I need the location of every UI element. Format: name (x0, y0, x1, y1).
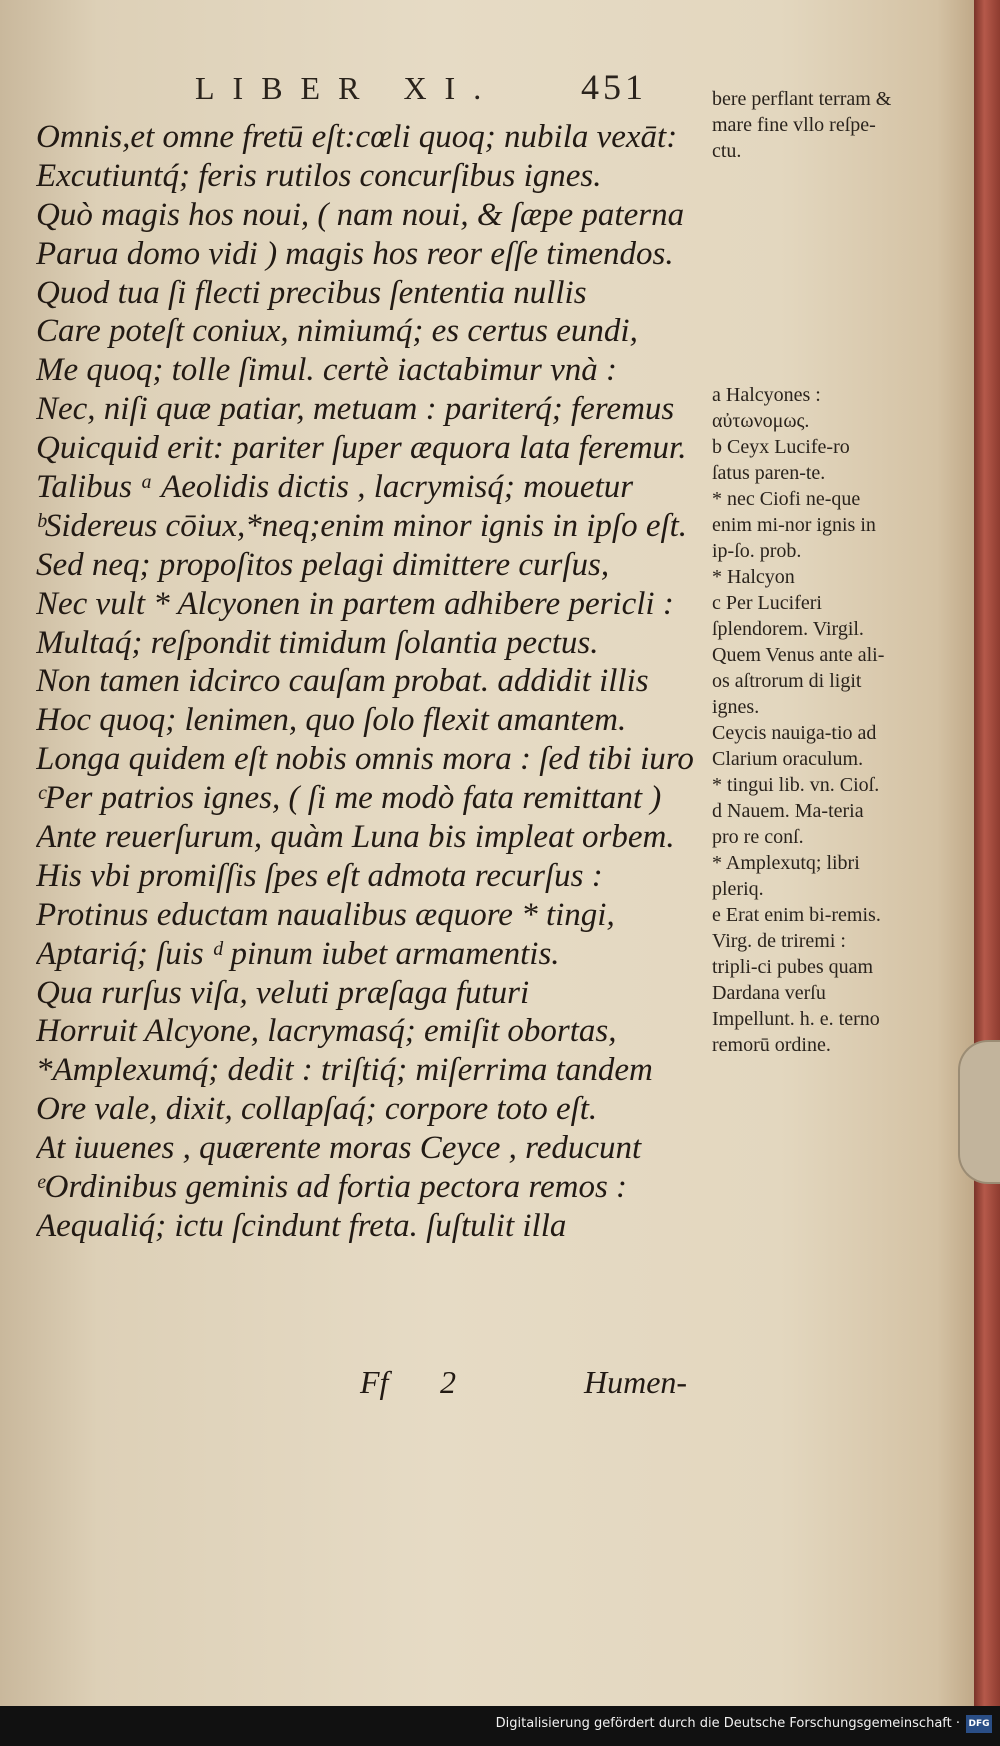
funding-text: Digitalisierung gefördert durch die Deutsche Forschungsgemeinschaft · (495, 1716, 960, 1731)
verse-line: Longa quidem eſt nobis omnis mora : ſed tibi iuro (36, 741, 694, 778)
margin-note: * Halcyon (712, 566, 795, 588)
signature-mark: Ff (360, 1364, 389, 1400)
verse-line: Talibus ᵃ Aeolidis dictis , lacrymisq́; mouetur (36, 469, 634, 506)
page-edge (974, 0, 1000, 1706)
verse-line: Aequaliq́; ictu ſcindunt freta. ſuſtulit illa (36, 1207, 567, 1244)
verse-line: Nec vult * Alcyonen in partem adhibere pericli : (36, 585, 674, 622)
verse-text (36, 118, 716, 1246)
margin-note: a Halcyones : αὐτωνομως. (712, 384, 821, 432)
verse-line: Ore vale, dixit, collapſaq́; corpore toto eſt. (36, 1091, 598, 1128)
margin-note: d Nauem. Ma-teria pro re conſ. (712, 800, 864, 848)
verse-line: ᵇSidereus cōiux,*neq;enim minor ignis in ipſo eſt. (36, 507, 688, 544)
verse-line: Me quoq; tolle ſimul. certè iactabimur vnà : (36, 352, 618, 389)
margin-note: c Per Luciferi ſplendorem. Virgil. Quem Venus ante ali-os aſtrorum di ligit ignes. (712, 592, 885, 718)
verse-line: Aptariq́; ſuis ᵈ pinum iubet armamentis. (36, 935, 560, 972)
page-tab (958, 1040, 1000, 1184)
verse-line: Multaq́; reſpondit timidum ſolantia pectus. (36, 624, 599, 661)
margin-note: Ceycis nauiga-tio ad Clarium oraculum. (712, 722, 877, 770)
verse-line: Excutiuntq́; feris rutilos concurſibus ignes. (36, 157, 602, 194)
verse-line: ᶜPer patrios ignes, ( ſi me modò fata remittant ) (36, 780, 662, 817)
margin-notes (712, 382, 892, 1058)
verse-line: Care poteſt coniux, nimiumq́; es certus eundi, (36, 313, 638, 350)
running-head-title: LIBER XI. (195, 70, 500, 106)
page-number: 451 (581, 67, 647, 107)
verse-line: Quod tua ſi flecti precibus ſententia nullis (36, 274, 587, 311)
verse-line: Nec, niſi quæ patiar, metuam : pariterq́; feremus (36, 391, 675, 428)
verse-line: Omnis,et omne fretū eſt:cœli quoq; nubila vexāt: (36, 119, 678, 155)
verse-line: Ante reuerſurum, quàm Luna bis impleat orbem. (36, 819, 675, 856)
signature-number: 2 (440, 1364, 456, 1400)
verse-line: *Amplexumq́; dedit : triſtiq́; miſerrima tandem (36, 1052, 653, 1089)
verse-line: His vbi promiſſis ſpes eſt admota recurſus : (36, 857, 603, 894)
verse-line: Qua rurſus viſa, veluti præſaga futuri (36, 974, 530, 1011)
catchword: Humen- (584, 1364, 688, 1400)
margin-note: * tingui lib. vn. Cioſ. (712, 774, 880, 796)
margin-note: bere perflant terram & mare fine vllo reſpe-ctu. (712, 88, 892, 162)
dfg-logo: DFG (966, 1715, 992, 1733)
margin-note: * Amplexutq; libri pleriq. (712, 852, 860, 900)
running-head (195, 66, 695, 108)
verse-line: Quicquid erit: pariter ſuper æquora lata feremur. (36, 430, 687, 467)
margin-note-top (712, 86, 892, 164)
verse-line: Hoc quoq; lenimen, quo ſolo flexit amantem. (36, 702, 627, 739)
margin-note: * nec Ciofi ne-que enim mi-nor ignis in ip-ſo. prob. (712, 488, 876, 562)
verse-line: Horruit Alcyone, lacrymasq́; emiſit obortas, (36, 1013, 617, 1050)
verse-line: Sed neq; propoſitos pelagi dimittere curſus, (36, 546, 610, 583)
verse-line: ᵉOrdinibus geminis ad fortia pectora remos : (36, 1169, 628, 1206)
verse-line: At iuuenes , quærente moras Ceyce , reducunt (36, 1130, 642, 1167)
margin-note: b Ceyx Lucife-ro ſatus paren-te. (712, 436, 850, 484)
margin-note: e Erat enim bi-remis. Virg. de triremi : tripli-ci pubes quam Dardana verſu Impellunt. h. e. terno remorū ordine. (712, 904, 881, 1056)
funding-banner (0, 1706, 1000, 1746)
verse-line: Protinus eductam naualibus æquore * tingi, (36, 896, 615, 933)
verse-line: Parua domo vidi ) magis hos reor eſſe timendos. (36, 235, 674, 272)
verse-line: Quò magis hos noui, ( nam noui, & ſæpe paterna (36, 196, 685, 233)
verse-line: Non tamen idcirco cauſam probat. addidit illis (36, 663, 649, 700)
